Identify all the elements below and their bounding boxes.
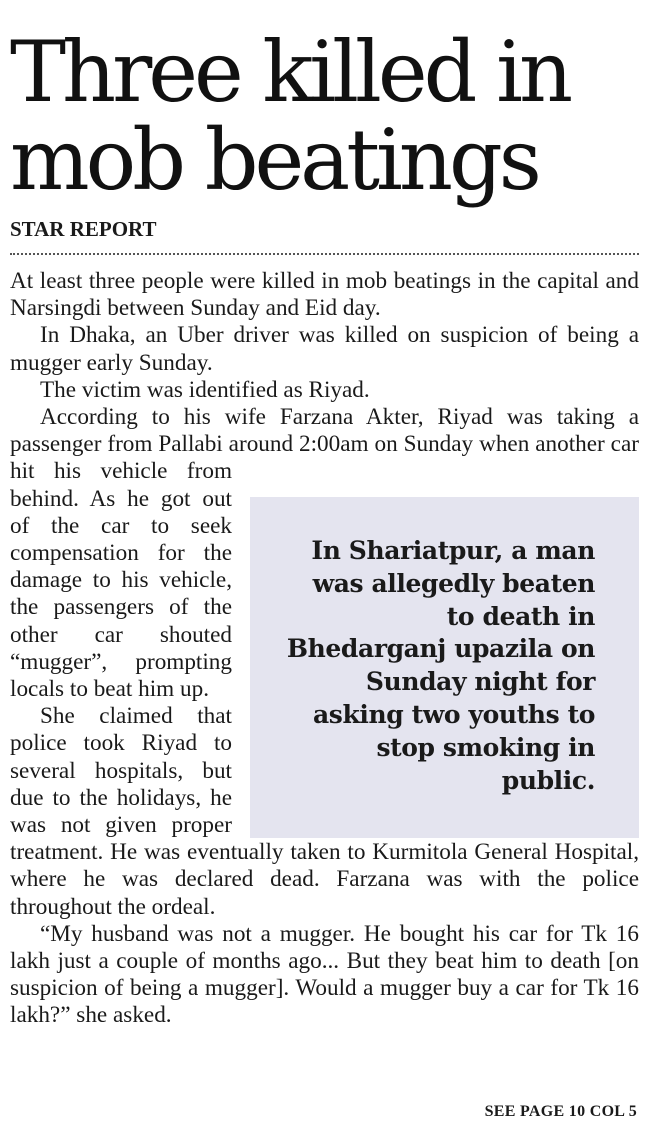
continuation-jump-line: SEE PAGE 10 COL 5 xyxy=(484,1103,637,1120)
pullquote-box xyxy=(250,497,639,838)
paragraph-2: In Dhaka, an Uber driver was killed on suspicion of being a mugger early Sunday. xyxy=(10,322,639,376)
pullquote-text: In Shariatpur, a man was allegedly beaten to death in Bhedarganj upazila on Sunday night for asking two youths to stop smoking in public. xyxy=(286,536,595,795)
headline-line-1: Three killed in xyxy=(10,23,570,121)
paragraph-3: The victim was identified as Riyad. xyxy=(40,376,370,403)
paragraph-6: “My husband was not a mugger. He bought his car for Tk 16 lakh just a couple of months ago... But they beat him to death [on suspicion of being a mugger]. Would a mugger buy a car for Tk 16 lakh?” she asked. xyxy=(10,920,639,1029)
headline-line-2: mob beatings xyxy=(10,111,538,209)
news-article xyxy=(10,0,639,1137)
paragraph-5: She claimed that police took Riyad to several hospitals, but due to the holidays, he was not given proper treatment. He was eventually taken to Kurmitola General Hospital, where he was declared dead. Farzana was with the police throughout the ordeal. xyxy=(10,703,639,920)
headline xyxy=(10,23,570,209)
byline: STAR REPORT xyxy=(10,217,157,241)
paragraph-1: At least three people were killed in mob beatings in the capital and Narsingdi between Sunday and Eid day. xyxy=(10,268,639,322)
dotted-divider xyxy=(10,253,639,255)
paragraph-4: According to his wife Farzana Akter, Riyad was taking a passenger from Pallabi around 2:00am on Sunday when another car hit his vehicle from behind. As he got out of the car to seek compensation for the damage to his vehicle, the passengers of the other car shouted “mugger”, prompting locals to beat him up. xyxy=(10,404,639,703)
